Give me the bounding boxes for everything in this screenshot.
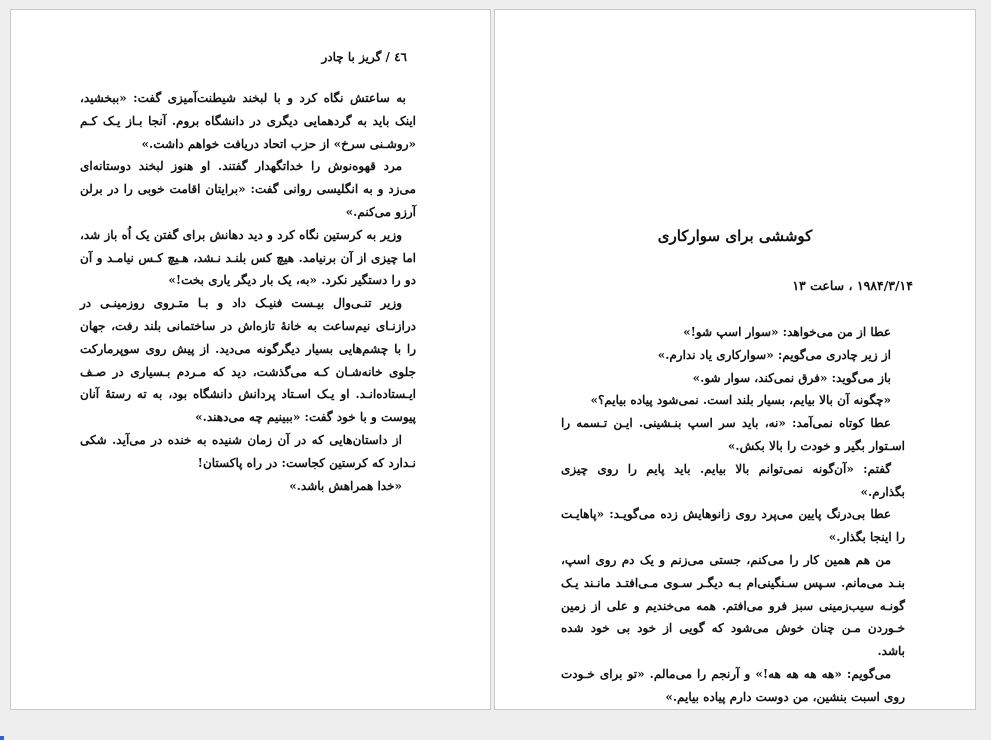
paragraph: «خدا همراهش باشد.»: [289, 478, 402, 493]
page-right: [494, 9, 976, 710]
paragraph: به ساعتش نگاه کرد و با لبخند شیطنت‌آمیزی گفت: «ببخشید، اینک باید به گردهمایی دیگری در دانشگاه بروم. آنجا بـاز یـک کـم «روشـنی سرخ» از حزب اتحاد دریافت خواهم داشت.»: [80, 91, 416, 151]
paragraph: از داستان‌هایی که در آن زمان شنیده به خنده در می‌آید. شکی نـدارد که کرستین کجاست: در راه پاکستان!: [80, 432, 416, 470]
paragraph: باز می‌گوید: «فرق نمی‌کند، سوار شو.»: [692, 370, 891, 385]
chapter-title: کوششی برای سوارکاری: [657, 227, 813, 245]
paragraph: عطا کوتاه نمی‌آمد: «نه، باید سر اسپ بنـشینی. ایـن تـسمه را اسـتوار بگیر و خودت را بالا بکش.»: [561, 416, 905, 453]
running-header: ٤٦ / گریز با چادر: [321, 50, 407, 64]
paragraph: مرد قهوه‌نوش را خداتگهدار گفتند. او هنوز لبخند دوستانه‌ای می‌زد و به انگلیسی روانی گفت: «برایتان اقامت خوبی را در برلن آرزو می‌کنم.»: [80, 159, 416, 219]
paragraph: از زیر چادری می‌گویم: «سوارکاری یاد ندارم.»: [657, 347, 891, 362]
paragraph: من هم همین کار را می‌کنم، جستی می‌زنم و یک دم روی اسپ، بنـد می‌مانم. سـپس سـنگینی‌ام بـه دیگـر سـوی مـی‌افتـد مانـند یـک گونـه سیب‌زمینی سبز فرو می‌افتم. همه می‌خندیم و علی از زمین خـوردن مـن چنان خوش می‌شود که گویی از خود بی خود شده باشد.: [561, 552, 905, 659]
paragraph: عطا بی‌درنگ پایین می‌پرد روی زانوهایش زده می‌گویـد: «پاهایـت را اینجا بگذار.»: [561, 507, 905, 545]
left-page-body: [80, 87, 416, 497]
corner-indicator: [0, 736, 4, 740]
date-line: ۱۹۸۴/۳/۱۴ ، ساعت ۱۳: [792, 278, 913, 293]
paragraph: گفتم: «آن‌گونه نمی‌توانم بالا بیایم. باید پایم را روی چیزی بگذارم.»: [561, 461, 905, 499]
page-left: [10, 9, 491, 710]
paragraph: وزیر به کرستین نگاه کرد و دید دهانش برای گفتن یک اُه باز شد، اما چیزی از آن برنیامد. هیچ کس بلنـد نـشد، هـیچ کـس نیامـد و آن دو را دستگیر نکرد. «به، یک بار دیگر یاری بخت!»: [80, 227, 417, 288]
paragraph: «چگونه آن بالا بیایم، بسیار بلند است. نمی‌شود پیاده بیایم؟»: [590, 393, 891, 408]
paragraph: وزیر تنـی‌وال بیـست فنیـک داد و بـا متـروی روزمینـی در درازنـای نیم‌ساعت به خانهٔ تازه‌اش در ساختمانی بلند رفت، جهان را با چشم‌هایی بسیار دیگرگونه می‌دید. از پیش روی سوپرمارکت جلوی خانه‌شـان کـه می‌گذشت، دید که مـردم بـسیاری در صـف ایـستاده‌انـد. او یـک اسـتاد پردانش دانشگاه بود، به ته رستهٔ آنان پیوست و با خود گفت: «ببینیم چه می‌دهند.»: [80, 296, 416, 425]
paragraph: عطا از من می‌خواهد: «سوار اسپ شو!»: [683, 325, 891, 339]
paragraph: می‌گویم: «هه هه هه هه!» و آرنجم را می‌مالم. «تو برای خـودت روی اسبت بنشین، من دوست دارم پیاده بیایم.»: [561, 666, 905, 704]
right-page-body: [561, 321, 905, 709]
